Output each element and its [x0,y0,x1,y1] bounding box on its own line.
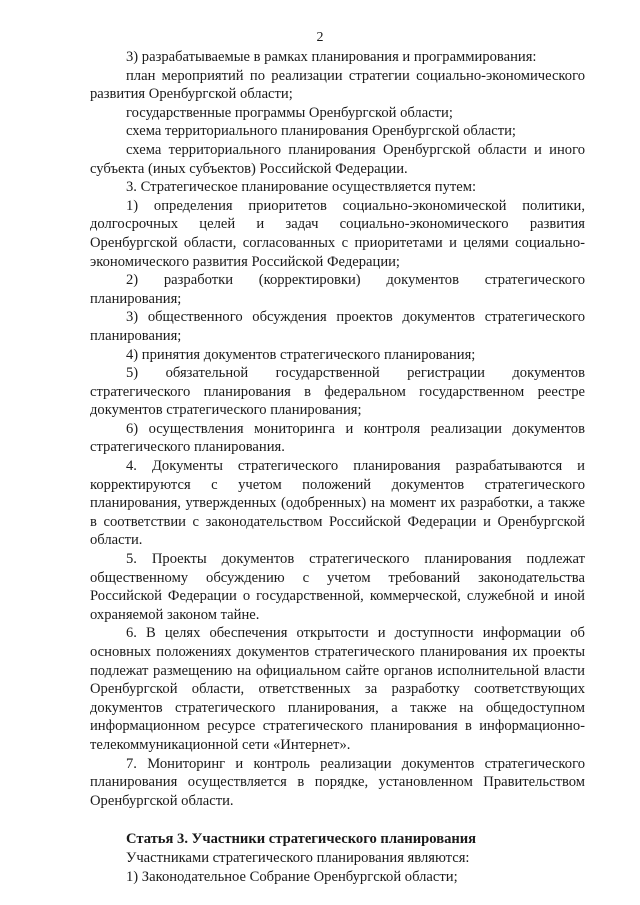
paragraph: 3) разрабатываемые в рамках планирования и программирования: [126,49,537,65]
paragraph: государственные программы Оренбургской области; [126,104,453,121]
paragraph: схема территориального планирования Оренбургской области; [126,123,516,140]
paragraph: 4) принятия документов стратегического планирования; [126,346,476,363]
paragraph: 2) разработки (корректировки) документов стратегического планирования; [90,272,585,307]
page-number: 2 [316,30,324,45]
paragraph: Участниками стратегического планирования являются: [126,849,470,866]
paragraph: 3) общественного обсуждения проектов документов стратегического планирования; [90,309,585,344]
paragraph: 3. Стратегическое планирование осуществляется путем: [126,179,477,196]
paragraph: 6) осуществления мониторинга и контроля реализации документов стратегического планирования. [90,420,585,456]
paragraph: схема территориального планирования Оренбургской области и иного субъекта (иных субъектов) Российской Федерации. [90,141,585,177]
document-body [90,48,585,886]
paragraph: 5. Проекты документов стратегического планирования подлежат общественному обсуждению с учетом требований законодательства Российской Федерации о государственной, коммерческой, служебной и иной охраняемой законом тайне. [90,551,585,623]
paragraph: 1) Законодательное Собрание Оренбургской области; [126,868,458,885]
paragraph: 7. Мониторинг и контроль реализации документов стратегического планирования осуществляется в порядке, установленном Правительством Оренбургской области. [90,755,585,809]
paragraph: 6. В целях обеспечения открытости и доступности информации об основных положениях документов стратегического планирования их проекты подлежат размещению на официальном сайте органов исполнительной власти Оренбургской области, ответственных за разработку соответствующих документов стратегического планирования, а также на общедоступном информационном ресурсе стратегического планирования в информационно-телекоммуникационной сети «Интернет». [90,625,585,753]
article-heading: Статья 3. Участники стратегического планирования [126,831,477,848]
paragraph: 4. Документы стратегического планирования разрабатываются и корректируются с учетом положений документов стратегического планирования, утвержденных (одобренных) на момент их разработки, а также в соответствии с законодательством Российской Федерации и Оренбургской области. [90,458,585,549]
paragraph: план мероприятий по реализации стратегии социально-экономического развития Оренбургской области; [90,67,585,103]
paragraph: 5) обязательной государственной регистрации документов стратегического планирования в федеральном государственном реестре документов стратегического планирования; [90,365,585,419]
paragraph: 1) определения приоритетов социально-экономической политики, долгосрочных целей и задач социально-экономического развития Оренбургской области, согласованных с приоритетами и целями социально-экономического развития Российской Федерации; [90,197,585,270]
